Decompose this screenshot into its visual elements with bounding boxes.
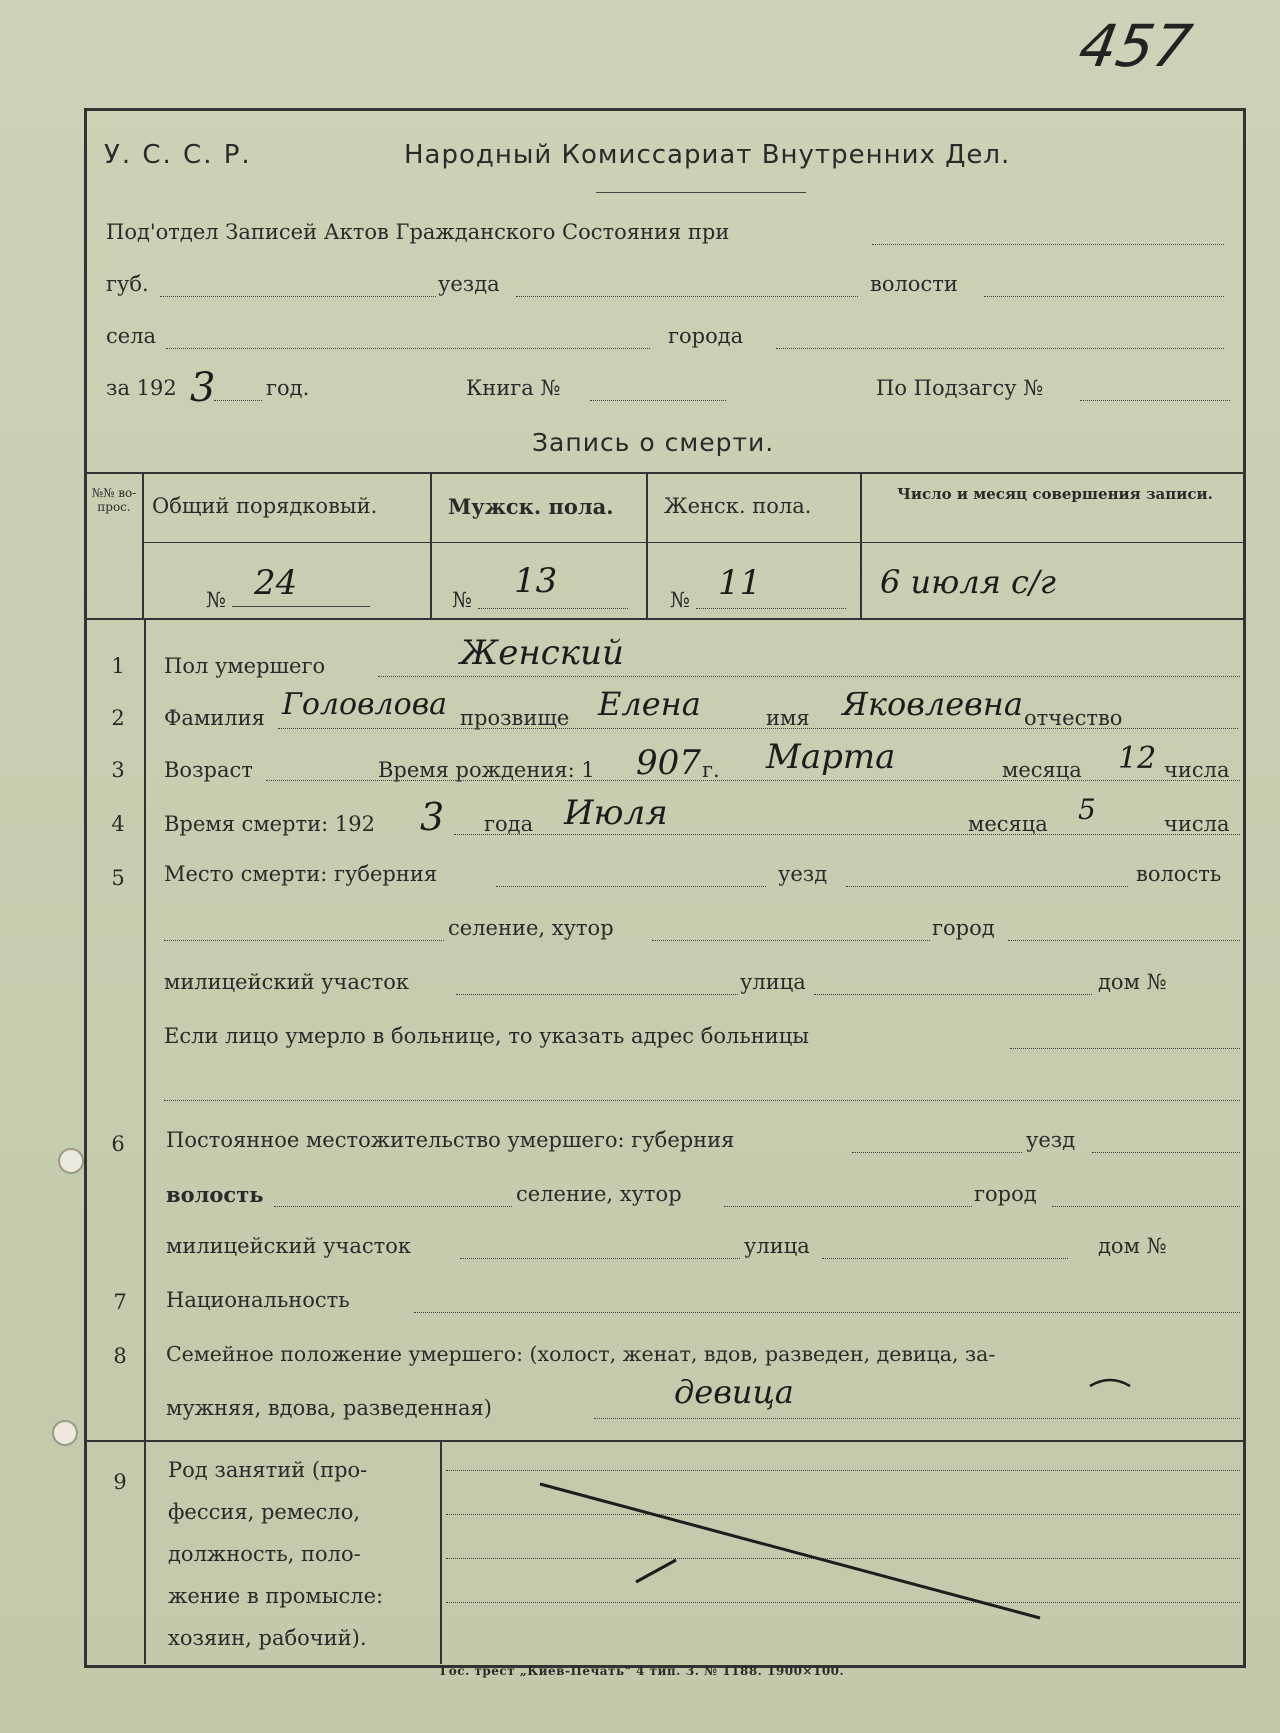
q9-line [446,1470,1240,1471]
q2-name-value: Елена [598,685,701,723]
q1-value: Женский [460,633,624,673]
q3-line [266,780,1240,781]
subdept-label: Под'отдел Записей Актов Гражданского Состояния при [106,220,730,244]
col-male-header: Мужск. пола. [448,494,614,519]
general-no: № [206,588,226,612]
volost-line [984,296,1224,297]
q3-age-label: Возраст [164,758,253,782]
year-label-suffix: год. [266,376,310,400]
q6-line-2c [1052,1206,1240,1207]
q2-line [278,728,1238,729]
uezd-label: уезда [438,272,500,296]
q6-line-2b [724,1206,972,1207]
q3-day-value: 12 [1118,741,1157,776]
q9-label-line: Род занятий (про- [168,1458,368,1482]
republic-label: У. С. С. Р. [104,140,252,170]
q3-birth-label: Время рождения: 1 [378,758,595,782]
q2-patronymic-value: Яковлевна [842,685,1023,723]
q-column-header: №№ во-прос. [91,486,137,515]
q5-line-5 [164,1100,1240,1101]
q5-line-3a [456,994,738,995]
year-line [214,400,262,401]
q5-ulitsa-label: улица [740,970,806,994]
q9-divider [440,1440,442,1664]
q3-month-value: Марта [766,737,896,777]
q2-surname-value: Головлова [282,687,448,722]
q9-line [446,1558,1240,1559]
book-label: Книга № [466,376,561,400]
q8-label-line1: Семейное положение умершего: (холост, женат, вдов, разведен, девица, за- [166,1342,996,1366]
q4-month-label: месяца [968,812,1048,836]
q9-line [446,1602,1240,1603]
q5-gub-line [496,886,766,887]
volost-label: волости [870,272,958,296]
table-header-rule [142,542,1246,543]
male-line [478,608,628,609]
section-rule-9 [86,1440,1246,1442]
female-no: № [670,588,690,612]
q6-gub-line [852,1152,1022,1153]
q5-dom-label: дом № [1098,970,1167,994]
q3-day-label: числа [1164,758,1230,782]
q2-surname-label: Фамилия [164,706,265,730]
q4-label: Время смерти: 192 [164,812,375,836]
podzags-label: По Подзагсу № [876,376,1044,400]
question-number: 2 [111,706,125,730]
table-divider [646,472,648,618]
q5-line-2a [164,940,444,941]
book-line [590,400,726,401]
question-number: 8 [113,1344,127,1368]
q4-year-value: 3 [420,795,445,839]
question-number: 1 [111,654,125,678]
sela-label: села [106,324,157,348]
goroda-line [776,348,1224,349]
q6-line-2a [274,1206,512,1207]
q9-label-line: фессия, ремесло, [168,1500,361,1524]
general-number: 24 [254,563,298,603]
year-label-prefix: за 192 [106,376,177,400]
q8-label-line2: мужняя, вдова, разведенная) [166,1396,492,1420]
print-imprint: Гос. трест „Киев-Печать" 4 тип. З. № 1188. 1900×100. [440,1664,845,1678]
q7-line [414,1312,1240,1313]
q6-label: Постоянное местожительство умершего: губерния [166,1128,735,1152]
q5-line-3b [814,994,1092,995]
q6-line-3a [460,1258,740,1259]
q2-imya-label: имя [766,706,810,730]
q5-label: Место смерти: губерния [164,862,438,886]
q4-year-label: года [484,812,534,836]
record-date: 6 июля с/г [880,563,1056,601]
table-top-rule [86,472,1246,474]
subdept-line [872,244,1224,245]
question-number: 3 [111,758,125,782]
gub-label: губ. [106,272,149,296]
punch-hole [58,1148,84,1174]
sela-line [166,348,650,349]
punch-hole [52,1420,78,1446]
podzags-line [1080,400,1230,401]
q5-line-2b [652,940,930,941]
question-number: 5 [111,866,125,890]
q7-label: Национальность [166,1288,350,1312]
q3-month-label: месяца [1002,758,1082,782]
male-number: 13 [514,561,558,601]
q5-line-2c [1008,940,1240,941]
q5-militsia-label: милицейский участок [164,970,410,994]
table-divider [142,472,144,618]
q1-line [378,676,1240,677]
general-line [232,606,370,607]
female-number: 11 [718,563,762,603]
col-general-header: Общий порядковый. [152,494,378,518]
question-number: 9 [113,1470,127,1494]
q6-selenie-label: селение, хутор [516,1182,682,1206]
q3-birth-year: 907 [636,743,701,783]
q5-uezd-line [846,886,1128,887]
q9-line [446,1514,1240,1515]
year-handwritten: 3 [190,365,216,411]
question-number-rule [144,618,146,1664]
ministry-title: Народный Комиссариат Внутренних Дел. [404,140,1011,170]
record-title: Запись о смерти. [532,428,775,457]
q6-uezd-label: уезд [1026,1128,1076,1152]
q5-gorod-label: город [932,916,995,940]
sheet-number: 457 [1074,12,1197,80]
q5-selenie-label: селение, хутор [448,916,614,940]
q4-line [454,834,1240,835]
q2-name-label: прозвище [460,706,570,730]
q5-line-4 [1010,1048,1240,1049]
q6-uezd-line [1092,1152,1240,1153]
table-bottom-rule [86,618,1246,620]
q4-day-label: числа [1164,812,1230,836]
gub-line [160,296,436,297]
q2-otchestvo-label: отчество [1024,706,1123,730]
uezd-line [516,296,858,297]
q4-day-value: 5 [1078,793,1096,826]
table-divider [430,472,432,618]
q1-label: Пол умершего [164,654,326,678]
male-no: № [452,588,472,612]
q6-militsia-label: милицейский участок [166,1234,412,1258]
q5-volost-label: волость [1136,862,1222,886]
q6-line-3b [822,1258,1068,1259]
question-number: 6 [111,1132,125,1156]
col-date-header: Число и месяц совершения записи. [897,485,1213,503]
table-divider [860,472,862,618]
q9-label-line: жение в промысле: [168,1584,384,1608]
q4-month-value: Июля [564,793,668,833]
question-number: 7 [113,1290,127,1314]
q6-gorod-label: город [974,1182,1037,1206]
q6-dom-label: дом № [1098,1234,1167,1258]
goroda-label: города [668,324,744,348]
col-female-header: Женск. пола. [664,494,812,518]
q6-ulitsa-label: улица [744,1234,810,1258]
form-frame [84,108,1246,1668]
question-number: 4 [111,812,125,836]
q9-label-line: хозяин, рабочий). [168,1626,367,1650]
q9-label-line: должность, поло- [168,1542,361,1566]
female-line [696,608,846,609]
q8-line [594,1418,1240,1419]
q3-g-label: г. [702,758,720,782]
q8-value: девица [674,1373,794,1411]
q5-hospital-label: Если лицо умерло в больнице, то указать адрес больницы [164,1024,809,1048]
title-underline [596,192,806,193]
q5-uezd-label: уезд [778,862,828,886]
q6-volost-label: волость [166,1182,264,1207]
